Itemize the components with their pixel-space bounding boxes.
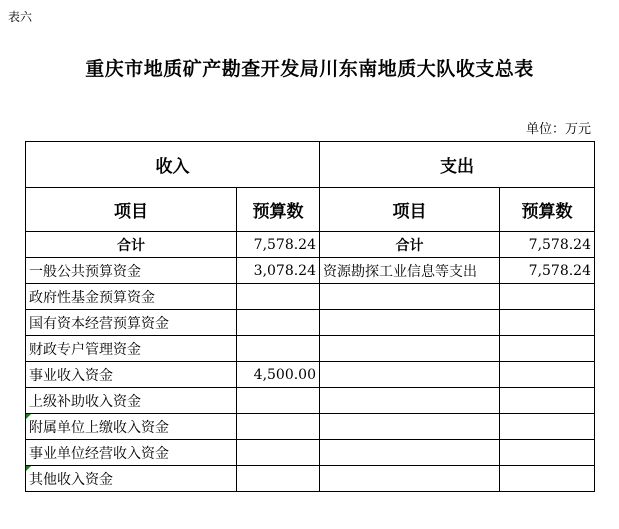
expense-item-column-header: 项目: [320, 188, 500, 232]
expense-value: [500, 440, 595, 466]
expense-total-label: 合计: [320, 232, 500, 258]
income-item-label: 附属单位上缴收入资金: [29, 419, 169, 436]
expense-budget-column-header: 预算数: [500, 188, 595, 232]
page-label: 表六: [8, 10, 33, 24]
expense-value: [500, 310, 595, 336]
income-item: 一般公共预算资金: [26, 258, 237, 284]
table-row: [26, 362, 595, 388]
income-item: 事业单位经营收入资金: [26, 440, 237, 466]
income-item: 政府性基金预算资金: [26, 284, 237, 310]
income-item: [26, 466, 237, 492]
expense-item: [320, 284, 500, 310]
income-item: 上级补助收入资金: [26, 388, 237, 414]
table-row: [26, 336, 595, 362]
income-value: 4,500.00: [237, 362, 320, 388]
total-row: [26, 232, 595, 258]
income-value: [237, 310, 320, 336]
income-value: [237, 388, 320, 414]
income-item: 财政专户管理资金: [26, 336, 237, 362]
expense-item: [320, 336, 500, 362]
income-value: [237, 440, 320, 466]
table-row: [26, 466, 595, 492]
income-value: [237, 414, 320, 440]
expense-value: [500, 466, 595, 492]
income-item: 国有资本经营预算资金: [26, 310, 237, 336]
expense-item: [320, 362, 500, 388]
expense-value: [500, 414, 595, 440]
expense-item: [320, 440, 500, 466]
table-row: [26, 258, 595, 284]
cell-marker-icon: [26, 414, 31, 419]
income-value: [237, 284, 320, 310]
table-row: [26, 388, 595, 414]
column-header-row: [26, 188, 595, 232]
expense-total-value: 7,578.24: [500, 232, 595, 258]
income-budget-column-header: 预算数: [237, 188, 320, 232]
expense-value: 7,578.24: [500, 258, 595, 284]
table-row: [26, 310, 595, 336]
expense-item: [320, 388, 500, 414]
income-item-column-header: 项目: [26, 188, 237, 232]
table-row: [26, 440, 595, 466]
expense-header: 支出: [320, 142, 595, 188]
expense-value: [500, 284, 595, 310]
unit-label: 单位：万元: [525, 122, 591, 137]
cell-marker-icon: [26, 466, 31, 471]
expense-item: 资源勘探工业信息等支出: [320, 258, 500, 284]
section-header-row: [26, 142, 595, 188]
income-header: 收入: [26, 142, 320, 188]
income-value: [237, 336, 320, 362]
income-value: [237, 466, 320, 492]
income-total-value: 7,578.24: [237, 232, 320, 258]
table-row: [26, 414, 595, 440]
expense-item: [320, 466, 500, 492]
income-item-label: 其他收入资金: [29, 471, 113, 488]
page-title: 重庆市地质矿产勘查开发局川东南地质大队收支总表: [85, 58, 534, 80]
expense-value: [500, 336, 595, 362]
table-row: [26, 284, 595, 310]
budget-summary-table: [25, 141, 595, 492]
income-item: 事业收入资金: [26, 362, 237, 388]
income-value: 3,078.24: [237, 258, 320, 284]
income-total-label: 合计: [26, 232, 237, 258]
expense-item: [320, 310, 500, 336]
expense-item: [320, 414, 500, 440]
income-item: [26, 414, 237, 440]
expense-value: [500, 388, 595, 414]
expense-value: [500, 362, 595, 388]
